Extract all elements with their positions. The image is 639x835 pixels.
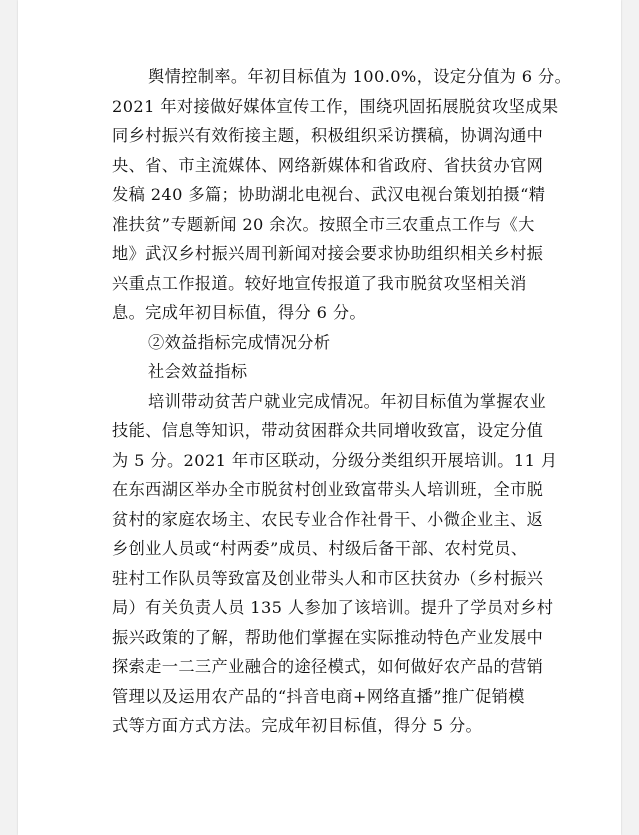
document-page (18, 0, 621, 835)
text-line: 为 5 分。2021 年市区联动，分级分类组织开展培训。11 月 (112, 450, 558, 470)
text-line: 地》武汉乡村振兴周刊新闻对接会要求协助组织相关乡村振 (112, 244, 544, 263)
text-line: 式等方面方式方法。完成年初目标值，得分 5 分。 (112, 716, 483, 735)
text-line: 央、省、市主流媒体、网络新媒体和省政府、省扶贫办官网 (112, 155, 544, 175)
text-line: 贫村的家庭农场主、农民专业合作社骨干、小微企业主、返 (112, 509, 544, 529)
text-line: 局）有关负责人员 135 人参加了该培训。提升了学员对乡村 (112, 598, 554, 617)
text-line: 2021 年对接做好媒体宣传工作，围绕巩固拓展脱贫攻坚成果 (112, 96, 559, 116)
text-line: 探索走一二三产业融合的途径模式，如何做好农产品的营销 (112, 657, 544, 676)
text-line: 准扶贫”专题新闻 20 余次。按照全市三农重点工作与《大 (112, 214, 535, 234)
text-line: 发稿 240 多篇；协助湖北电视台、武汉电视台策划拍摄“精 (112, 185, 546, 204)
text-line: 兴重点工作报道。较好地宣传报道了我市脱贫攻坚相关消 (112, 273, 527, 293)
text-line: 技能、信息等知识，带动贫困群众共同增收致富，设定分值 (112, 421, 544, 440)
subsection-heading: 社会效益指标 (148, 362, 248, 381)
text-line: 息。完成年初目标值，得分 6 分。 (112, 303, 367, 322)
page-corner-mark (18, 0, 19, 1)
section-heading: ②效益指标完成情况分析 (148, 332, 331, 352)
text-line: 驻村工作队员等致富及创业带头人和市区扶贫办（乡村振兴 (112, 568, 544, 588)
text-line: 同乡村振兴有效衔接主题，积极组织采访撰稿，协调沟通中 (112, 126, 544, 145)
text-line: 乡创业人员或“村两委”成员、村级后备干部、农村党员、 (112, 539, 528, 558)
text-line: 振兴政策的了解，帮助他们掌握在实际推动特色产业发展中 (112, 627, 544, 647)
document-body (112, 62, 588, 741)
text-line: 管理以及运用农产品的“抖音电商+网络直播”推广促销模 (112, 686, 525, 706)
text-line: 在东西湖区举办全市脱贫村创业致富带头人培训班，全市脱 (112, 480, 544, 499)
text-line: 培训带动贫苦户就业完成情况。年初目标值为掌握农业 (148, 391, 547, 411)
text-line: 舆情控制率。年初目标值为 100.0%，设定分值为 6 分。 (148, 67, 572, 86)
